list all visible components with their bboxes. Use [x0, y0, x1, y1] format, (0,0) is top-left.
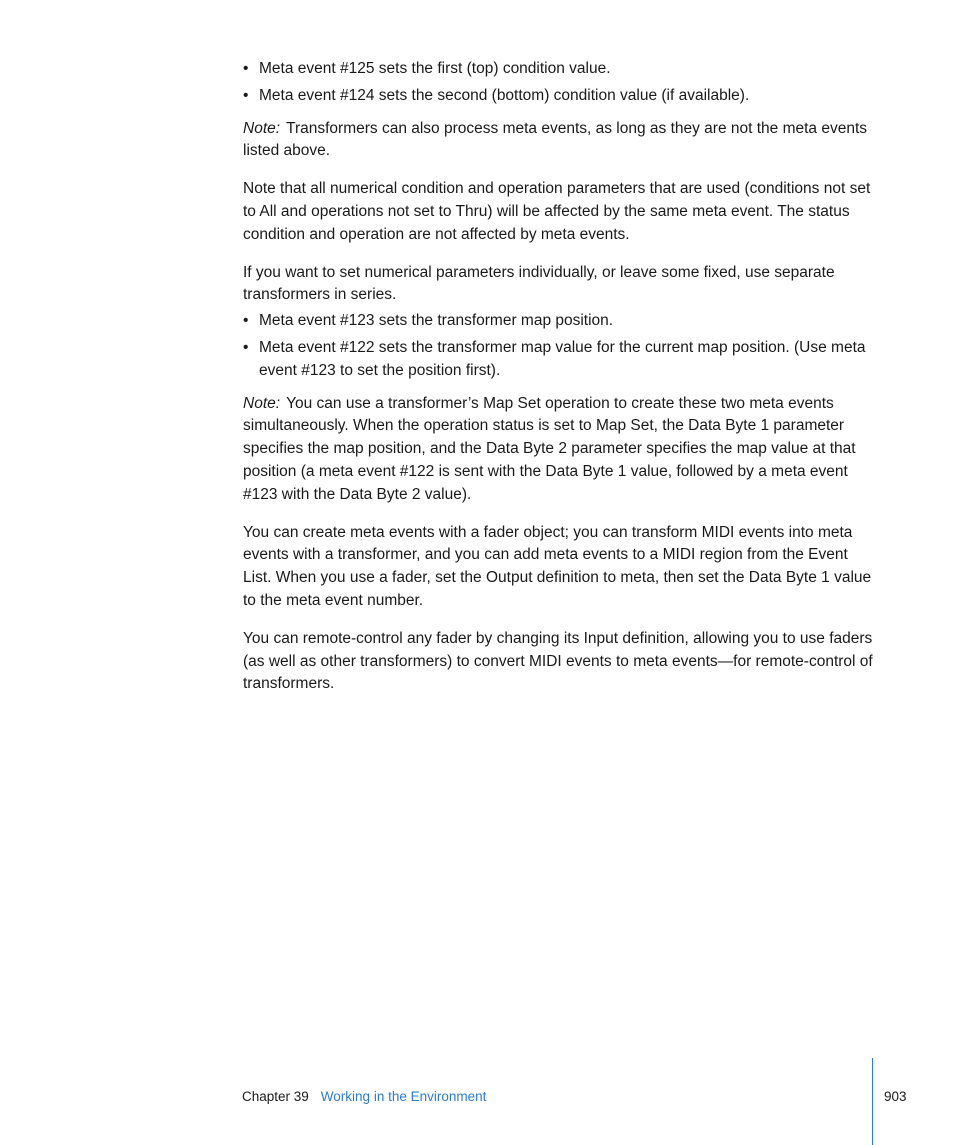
note-paragraph — [243, 118, 873, 164]
note-text: You can use a transformer’s Map Set operation to create these two meta events simultaneously. When the operation status is set to Map Set, the Data Byte 1 parameter specifies the map position, and the Data Byte 2 parameter specifies the map value at that position (a meta event #122 is sent with the Data Byte 1 value, followed by a meta event #123 with the Data Byte 2 value). — [243, 394, 856, 503]
chapter-title-link[interactable]: Working in the Environment — [320, 1089, 487, 1104]
list-item-text: Meta event #125 sets the first (top) condition value. — [259, 60, 611, 77]
list-item — [243, 58, 873, 81]
page-body — [243, 58, 873, 696]
list-item — [243, 85, 873, 108]
body-paragraph: If you want to set numerical parameters individually, or leave some fixed, use separate transformers in series. — [243, 263, 835, 304]
list-item-text: Meta event #124 sets the second (bottom) condition value (if available). — [259, 86, 750, 104]
bullet-icon: • — [243, 312, 249, 330]
bullet-icon: • — [243, 338, 249, 356]
note-paragraph — [243, 393, 873, 507]
list-item-text: Meta event #122 sets the transformer map value for the current map position. (Use meta event #123 to set the position first). — [259, 338, 866, 379]
list-item — [243, 337, 873, 383]
note-label: Note: — [243, 394, 281, 412]
note-text: Transformers can also process meta events, as long as they are not the meta events listed above. — [243, 119, 868, 160]
body-paragraph: Note that all numerical condition and operation parameters that are used (conditions not set to All and operations not set to Thru) will be affected by the same meta event. The status condition and operation are not affected by meta events. — [243, 180, 871, 243]
page-number: 903 — [884, 1089, 907, 1104]
bullet-list-conditions — [243, 58, 873, 108]
bullet-icon: • — [243, 60, 249, 77]
footer-divider — [872, 1058, 873, 1145]
body-paragraph: You can create meta events with a fader object; you can transform MIDI events into meta events with a transformer, and you can add meta events to a MIDI region from the Event List. When you use a fader, set the Output definition to meta, then set the Data Byte 1 value to the meta event number. — [243, 523, 872, 609]
list-item — [243, 310, 873, 333]
bullet-list-map — [243, 310, 873, 382]
page-footer — [242, 1088, 486, 1106]
list-item-text: Meta event #123 sets the transformer map position. — [259, 312, 614, 330]
bullet-icon: • — [243, 86, 249, 104]
chapter-label: Chapter 39 — [242, 1089, 309, 1104]
body-paragraph: You can remote-control any fader by changing its Input definition, allowing you to use faders (as well as other transformers) to convert MIDI events to meta events—for remote-control of transformers. — [243, 629, 873, 693]
note-label: Note: — [243, 119, 281, 137]
